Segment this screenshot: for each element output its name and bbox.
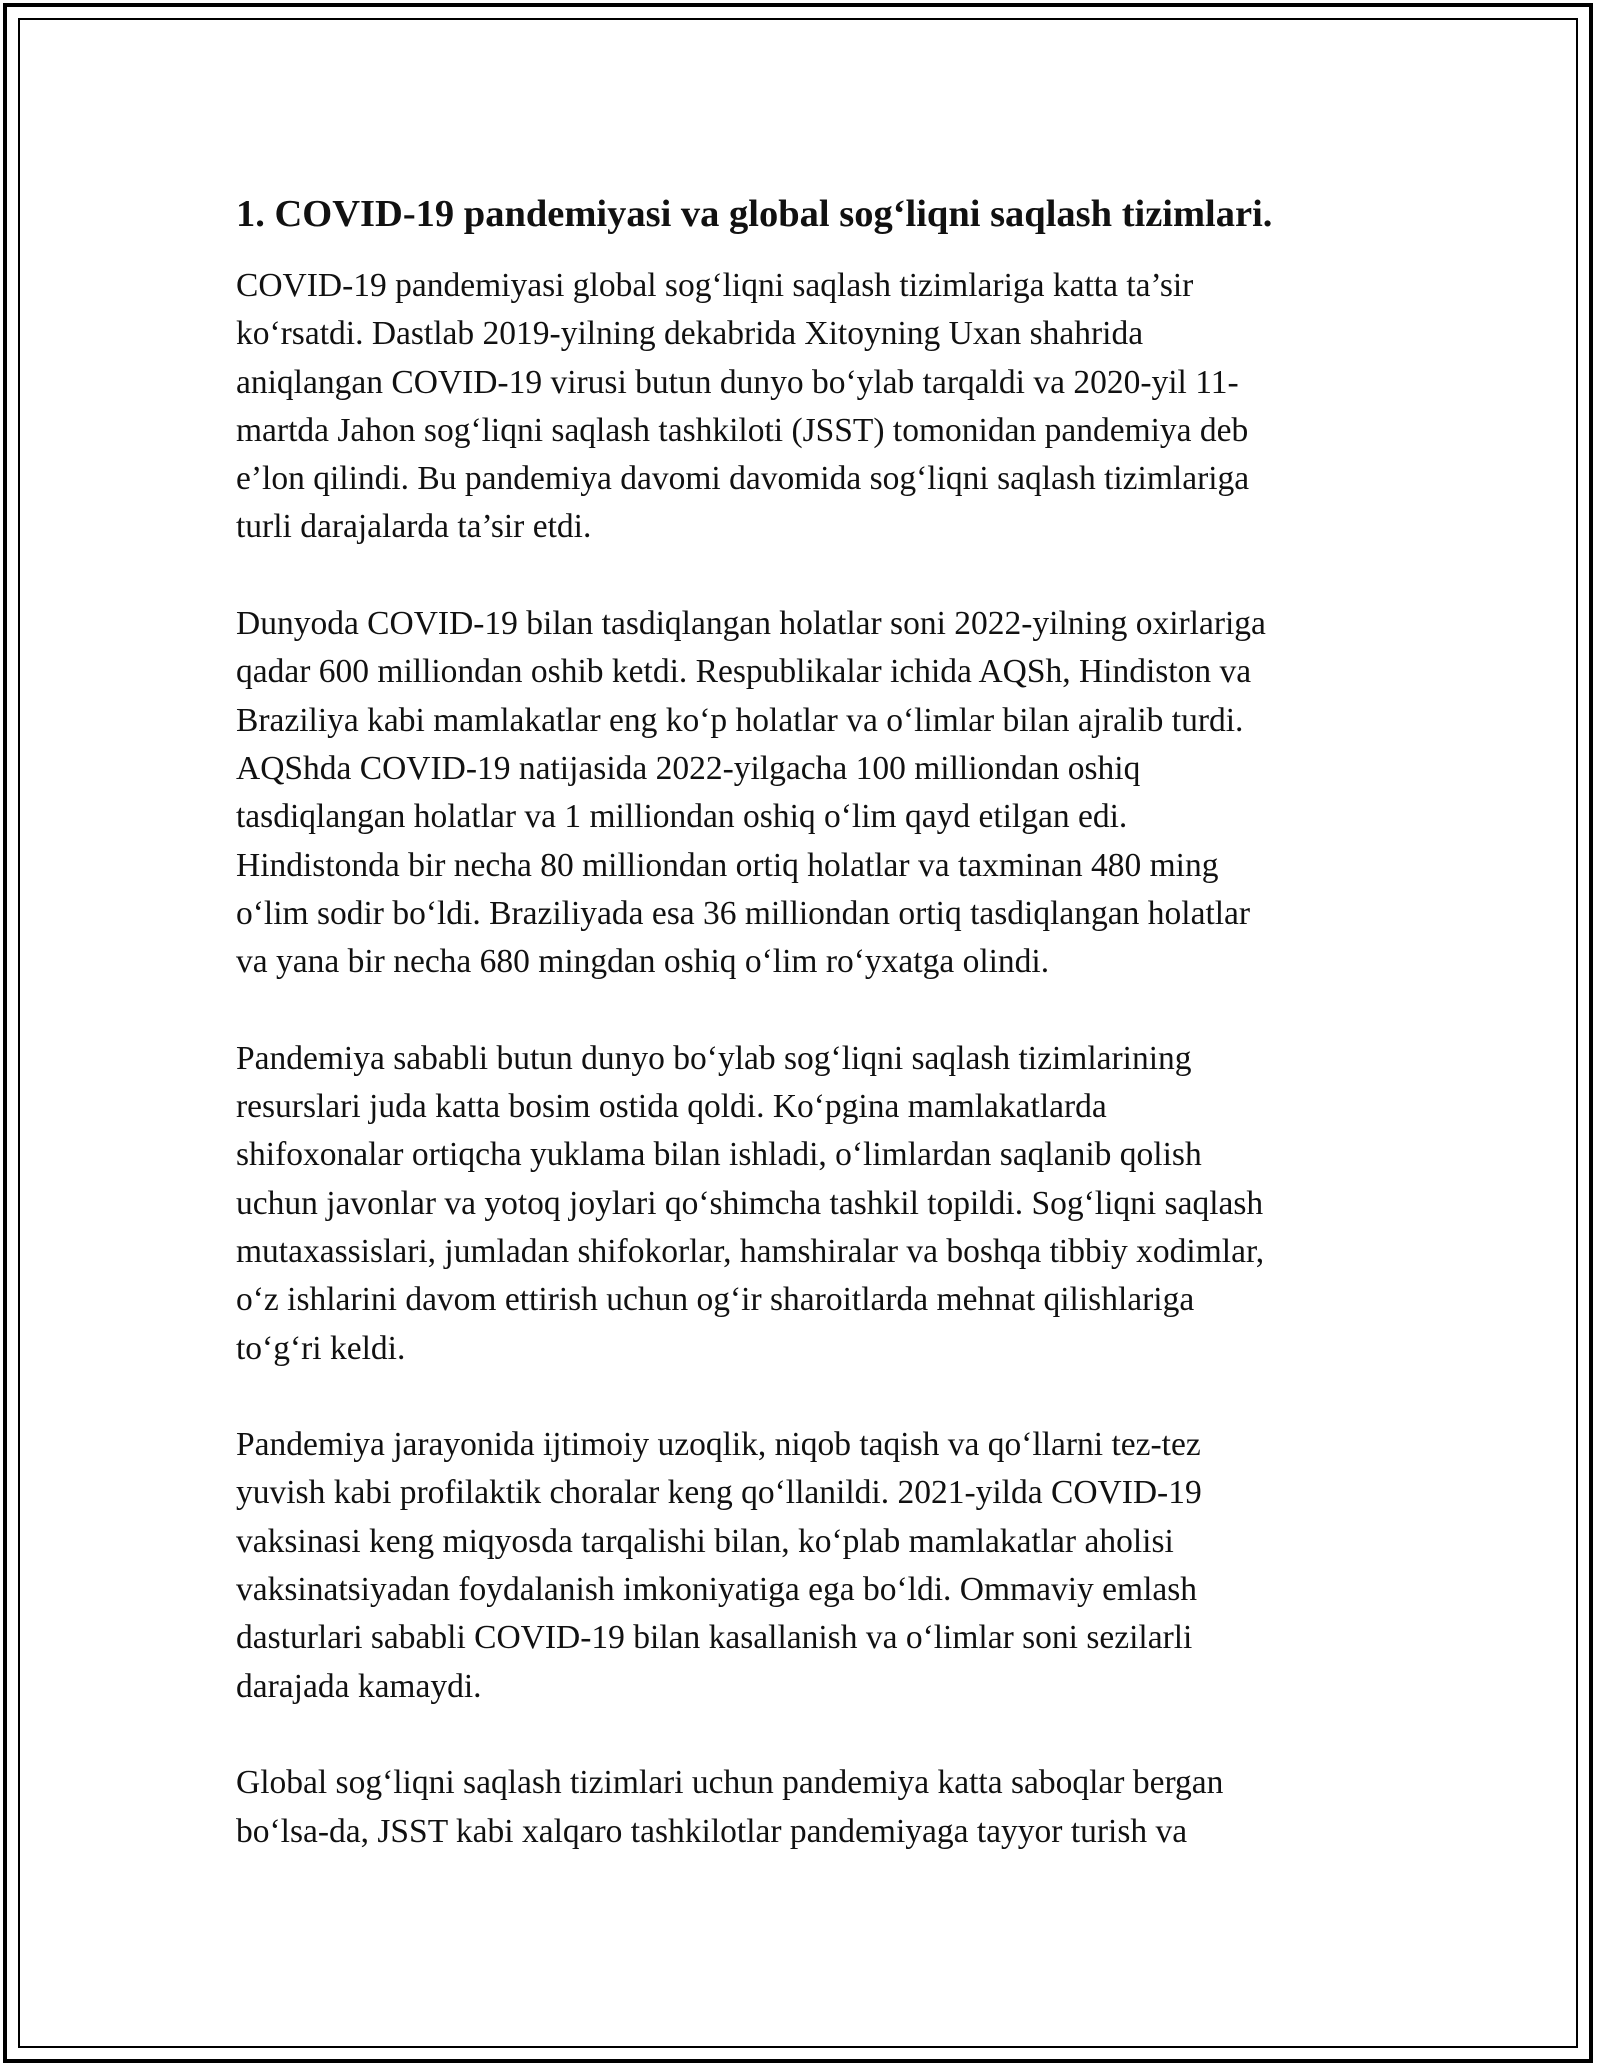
text-line: vaksinatsiyadan foydalanish imkoniyatiga ega bo‘ldi. Ommaviy emlash [236,1571,1198,1609]
text-line: o‘lim sodir bo‘ldi. Braziliyada esa 36 milliondan ortiq tasdiqlangan holatlar [236,894,1251,932]
text-line: martda Jahon sog‘liqni saqlash tashkiloti (JSST) tomonidan pandemiya deb [236,411,1249,449]
text-line: dasturlari sababli COVID-19 bilan kasallanish va o‘limlar soni sezilarli [236,1619,1193,1657]
text-line: COVID-19 pandemiyasi global sog‘liqni saqlash tizimlariga katta ta’sir [236,267,1194,304]
paragraph-2 [236,600,1366,986]
text-line: ko‘rsatdi. Dastlab 2019-yilning dekabrida Xitoyning Uxan shahrida [236,315,1144,353]
text-line: tasdiqlangan holatlar va 1 milliondan oshiq o‘lim qayd etilgan edi. [236,798,1128,836]
text-line: o‘z ishlarini davom ettirish uchun og‘ir sharoitlarda mehnat qilishlariga [236,1281,1195,1319]
text-line: aniqlangan COVID-19 virusi butun dunyo bo‘ylab tarqaldi va 2020-yil 11- [236,363,1239,401]
document-body [236,186,1366,1904]
text-line: Pandemiya jarayonida ijtimoiy uzoqlik, niqob taqish va qo‘llarni tez-tez [236,1426,1201,1464]
text-line: Dunyoda COVID-19 bilan tasdiqlangan holatlar soni 2022-yilning oxirlariga [236,605,1266,643]
text-line: Global sog‘liqni saqlash tizimlari uchun pandemiya katta saboqlar bergan [236,1764,1224,1802]
section-heading: 1. COVID-19 pandemiyasi va global sog‘liqni saqlash tizimlari. [236,193,1273,235]
text-line: shifoxonalar ortiqcha yuklama bilan ishladi, o‘limlardan saqlanib qolish [236,1136,1202,1174]
text-line: Hindistonda bir necha 80 milliondan ortiq holatlar va taxminan 480 ming [236,846,1219,884]
text-line: Braziliya kabi mamlakatlar eng ko‘p holatlar va o‘limlar bilan ajralib turdi. [236,701,1244,739]
text-line: vaksinasi keng miqyosda tarqalishi bilan, ko‘plab mamlakatlar aholisi [236,1522,1174,1560]
paragraph-5 [236,1759,1366,1856]
text-line: e’lon qilindi. Bu pandemiya davomi davomida sog‘liqni saqlash tizimlariga [236,460,1250,498]
text-line: AQShda COVID-19 natijasida 2022-yilgacha 100 milliondan oshiq [236,749,1141,787]
text-line: mutaxassislari, jumladan shifokorlar, hamshiralar va boshqa tibbiy xodimlar, [236,1232,1265,1270]
text-line: va yana bir necha 680 mingdan oshiq o‘lim ro‘yxatga olindi. [236,943,1050,981]
text-line: Pandemiya sababli butun dunyo bo‘ylab sog‘liqni saqlash tizimlarining [236,1039,1192,1077]
paragraph-1 [236,262,1366,552]
text-line: to‘g‘ri keldi. [236,1329,406,1367]
paragraph-3 [236,1035,1366,1373]
text-line: darajada kamaydi. [236,1667,482,1705]
text-line: uchun javonlar va yotoq joylari qo‘shimcha tashkil topildi. Sog‘liqni saqlash [236,1184,1264,1222]
text-line: yuvish kabi profilaktik choralar keng qo‘llanildi. 2021-yilda COVID-19 [236,1474,1202,1512]
text-line: qadar 600 milliondan oshib ketdi. Respublikalar ichida AQSh, Hindiston va [236,653,1252,691]
paragraph-4 [236,1421,1366,1711]
text-line: turli darajalarda ta’sir etdi. [236,508,592,546]
text-line: resurslari juda katta bosim ostida qoldi. Ko‘pgina mamlakatlarda [236,1088,1107,1126]
text-line: bo‘lsa-da, JSST kabi xalqaro tashkilotlar pandemiyaga tayyor turish va [236,1812,1188,1850]
